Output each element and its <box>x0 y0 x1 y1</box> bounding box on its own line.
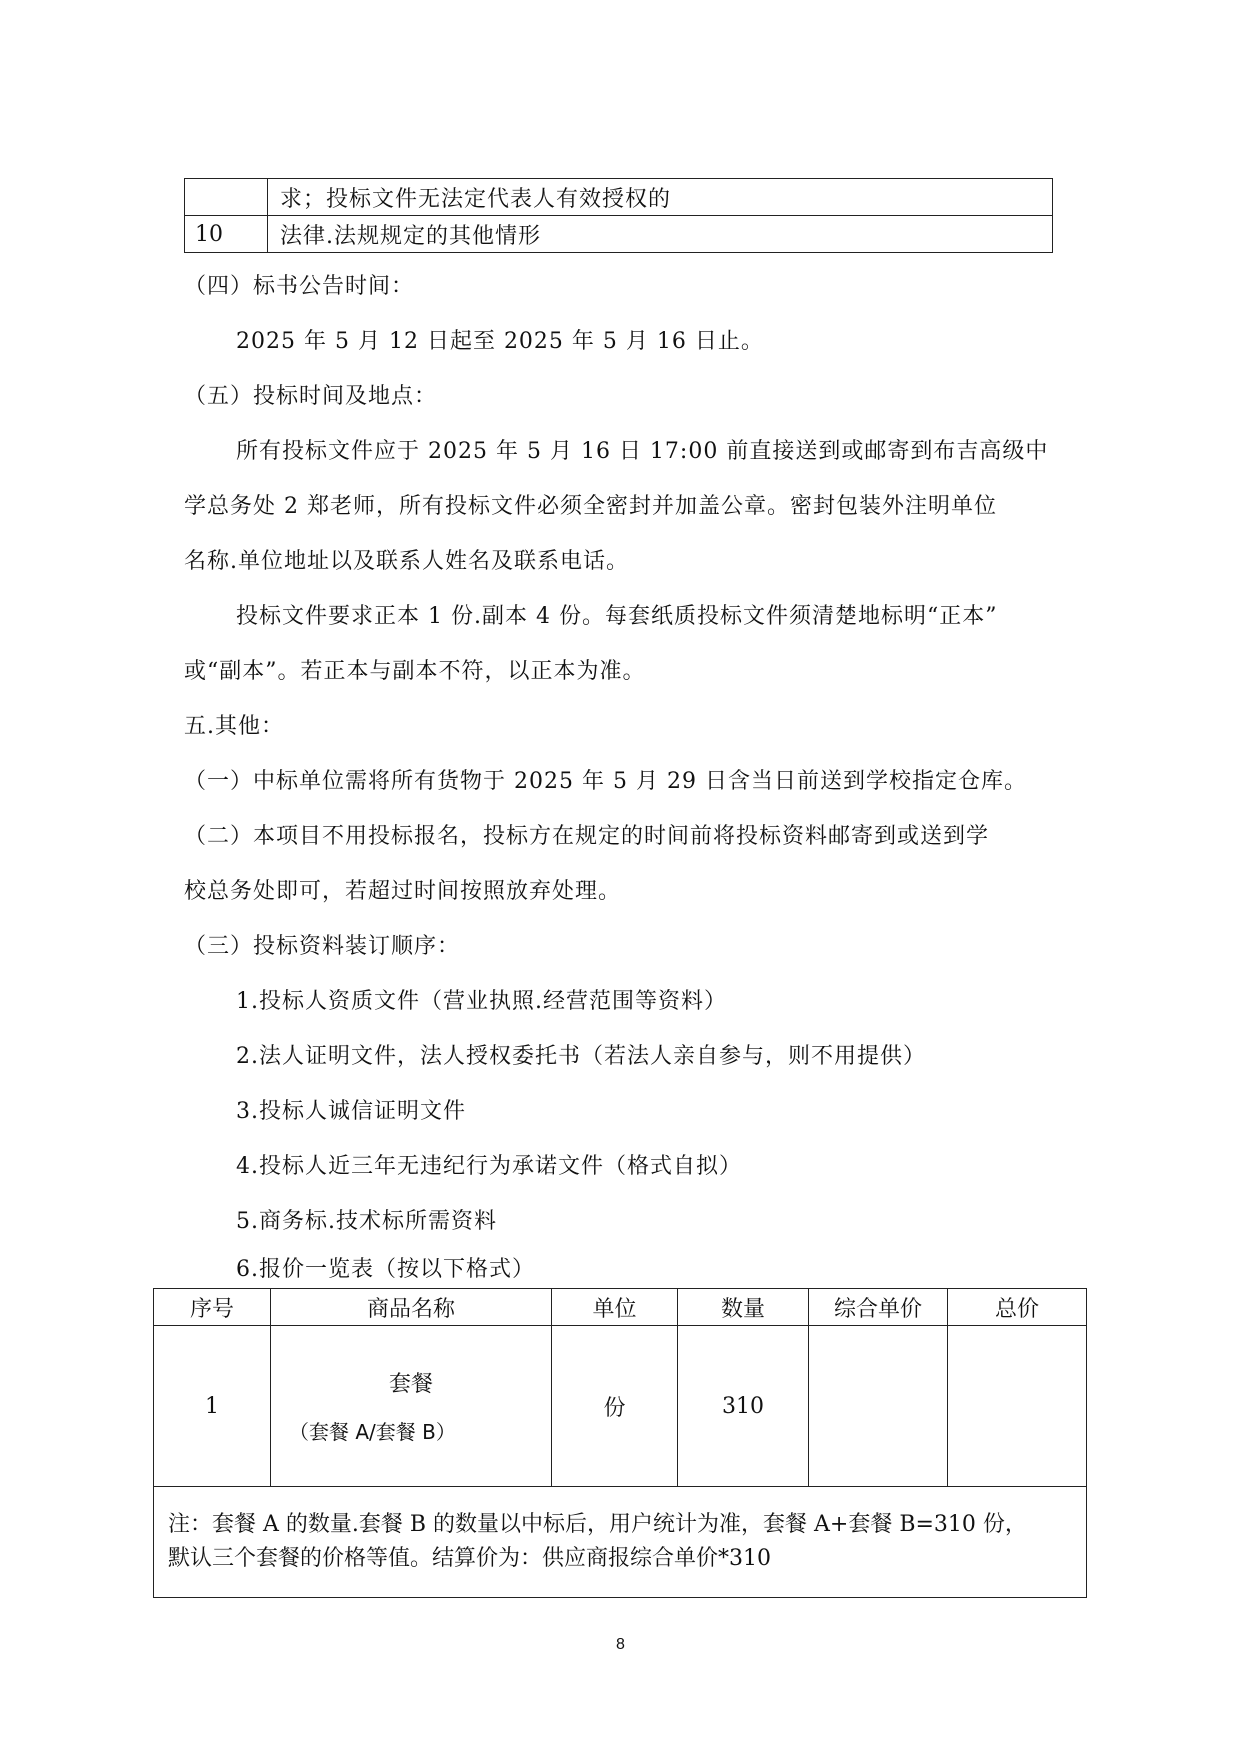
list-item: 3.投标人诚信证明文件 <box>236 1099 466 1124</box>
header-cell: 数量 <box>678 1289 809 1326</box>
cell-quantity: 310 <box>678 1326 809 1487</box>
table-row <box>185 216 1053 253</box>
cell-total <box>948 1326 1087 1487</box>
section-heading-bid-time-place: （五）投标时间及地点： <box>184 384 438 409</box>
paragraph-line: 或“副本”。若正本与副本不符，以正本为准。 <box>184 659 646 684</box>
table-row <box>185 179 1053 216</box>
list-item: 1.投标人资质文件（营业执照.经营范围等资料） <box>236 989 727 1014</box>
paragraph-line: 校总务处即可，若超过时间按照放弃处理。 <box>184 879 622 904</box>
paragraph-line: 名称.单位地址以及联系人姓名及联系电话。 <box>184 549 629 574</box>
header-cell: 综合单价 <box>809 1289 948 1326</box>
table-header-row <box>154 1289 1087 1326</box>
list-item: 6.报价一览表（按以下格式） <box>236 1257 535 1282</box>
cell-unit-price <box>809 1326 948 1487</box>
note-cell <box>154 1487 1087 1598</box>
paragraph-announcement-period: 2025 年 5 月 12 日起至 2025 年 5 月 16 日止。 <box>236 329 764 354</box>
note-line1: 注：套餐 A 的数量.套餐 B 的数量以中标后，用户统计为准，套餐 A+套餐 B=310 份， <box>168 1512 1027 1537</box>
row-number <box>185 179 268 216</box>
paragraph-line: （一）中标单位需将所有货物于 2025 年 5 月 29 日含当日前送到学校指定仓库。 <box>184 769 1027 794</box>
paragraph-line: 投标文件要求正本 1 份.副本 4 份。每套纸质投标文件须清楚地标明“正本” <box>236 604 998 629</box>
header-cell: 总价 <box>948 1289 1087 1326</box>
page-number: 8 <box>616 1636 625 1653</box>
note-line2: 默认三个套餐的价格等值。结算价为：供应商报综合单价*310 <box>168 1546 771 1571</box>
section-heading-other: 五.其他： <box>184 714 284 739</box>
header-cell: 商品名称 <box>271 1289 552 1326</box>
product-name-line1: 套餐 <box>388 1372 433 1397</box>
list-item: 5.商务标.技术标所需资料 <box>236 1209 497 1234</box>
header-cell: 序号 <box>154 1289 271 1326</box>
section-heading-binding-order: （三）投标资料装订顺序： <box>184 934 461 959</box>
row-text: 法律.法规规定的其他情形 <box>268 216 1053 253</box>
header-cell: 单位 <box>552 1289 678 1326</box>
row-text: 求；投标文件无法定代表人有效授权的 <box>268 179 1053 216</box>
row-number: 10 <box>185 216 268 253</box>
section-heading-announcement-time: （四）标书公告时间： <box>184 274 415 299</box>
paragraph-line: （二）本项目不用投标报名，投标方在规定的时间前将投标资料邮寄到或送到学 <box>184 824 990 849</box>
table-note-row <box>154 1487 1087 1598</box>
table-row <box>154 1326 1087 1487</box>
list-item: 2.法人证明文件，法人授权委托书（若法人亲自参与，则不用提供） <box>236 1044 926 1069</box>
cell-product-name <box>271 1326 552 1487</box>
paragraph-line: 所有投标文件应于 2025 年 5 月 16 日 17:00 前直接送到或邮寄到布吉高级中 <box>236 439 1049 464</box>
product-name-line2: （套餐 A/套餐 B） <box>289 1420 456 1444</box>
paragraph-line: 学总务处 2 郑老师，所有投标文件必须全密封并加盖公章。密封包装外注明单位 <box>184 494 997 519</box>
list-item: 4.投标人近三年无违纪行为承诺文件（格式自拟） <box>236 1154 742 1179</box>
disqualification-table <box>184 178 1053 253</box>
price-list-table <box>153 1288 1087 1598</box>
cell-number: 1 <box>154 1326 271 1487</box>
cell-unit: 份 <box>552 1326 678 1487</box>
